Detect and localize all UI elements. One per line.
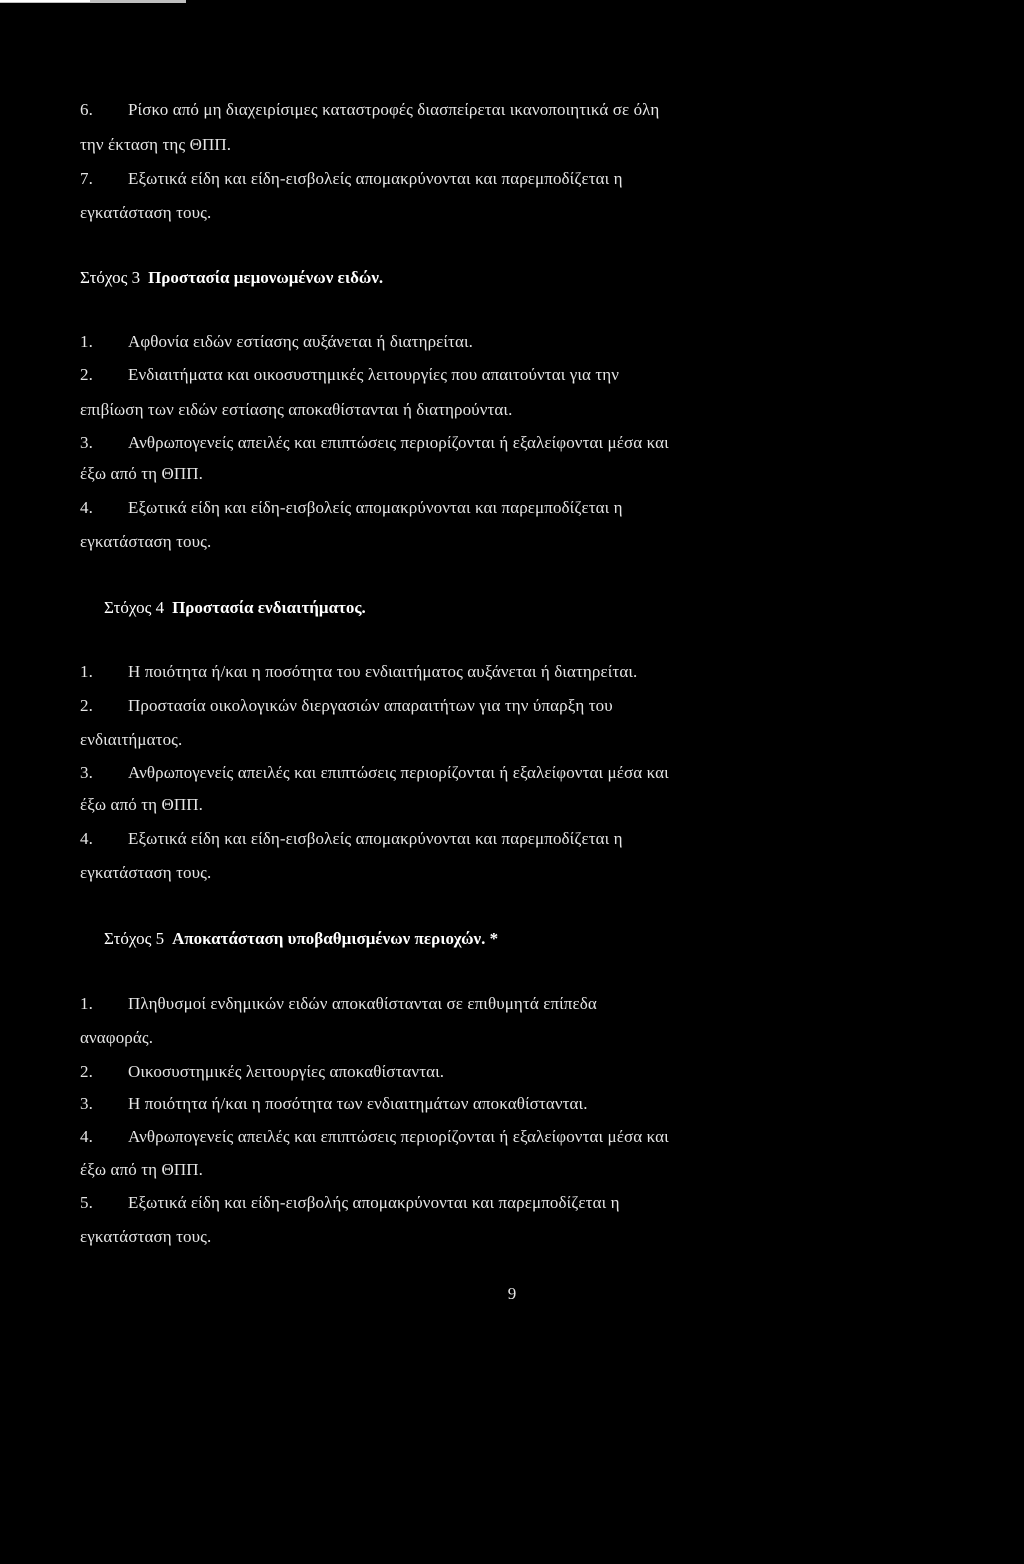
list-item: 3. Η ποιότητα ή/και η ποσότητα των ενδιαιτημάτων αποκαθίστανται. — [80, 1094, 588, 1113]
list-item: 3. Ανθρωπογενείς απειλές και επιπτώσεις περιορίζονται ή εξαλείφονται μέσα και — [80, 433, 669, 452]
list-item-continuation: έξω από τη ΘΠΠ. — [80, 1160, 203, 1179]
goal-3-heading: Στόχος 3 Προστασία μεμονωμένων ειδών. — [80, 268, 384, 287]
list-item: 6. Ρίσκο από μη διαχειρίσιμες καταστροφές διασπείρεται ικανοποιητικά σε όλη — [80, 100, 660, 119]
list-item-continuation: επιβίωση των ειδών εστίασης αποκαθίστανται ή διατηρούνται. — [80, 400, 513, 419]
list-item: 4. Ανθρωπογενείς απειλές και επιπτώσεις περιορίζονται ή εξαλείφονται μέσα και — [80, 1127, 669, 1146]
list-item-continuation: ενδιαιτήματος. — [80, 730, 183, 749]
list-item: 1. Πληθυσμοί ενδημικών ειδών αποκαθίστανται σε επιθυμητά επίπεδα — [80, 994, 597, 1013]
list-item: 1. Αφθονία ειδών εστίασης αυξάνεται ή διατηρείται. — [80, 332, 474, 351]
list-item: 7. Εξωτικά είδη και είδη-εισβολείς απομακρύνονται και παρεμποδίζεται η — [80, 169, 623, 188]
list-item-continuation: έξω από τη ΘΠΠ. — [80, 464, 203, 483]
goal-5-heading: Στόχος 5 Αποκατάσταση υποβαθμισμένων περιοχών. * — [104, 929, 499, 948]
list-item-continuation: εγκατάσταση τους. — [80, 1227, 212, 1246]
list-item-continuation: έξω από τη ΘΠΠ. — [80, 795, 203, 814]
list-item-continuation: την έκταση της ΘΠΠ. — [80, 135, 232, 154]
list-item-continuation: εγκατάσταση τους. — [80, 863, 212, 882]
list-item: 4. Εξωτικά είδη και είδη-εισβολείς απομακρύνονται και παρεμποδίζεται η — [80, 498, 623, 517]
list-item-continuation: αναφοράς. — [80, 1028, 154, 1047]
list-item: 1. Η ποιότητα ή/και η ποσότητα του ενδιαιτήματος αυξάνεται ή διατηρείται. — [80, 662, 638, 681]
list-item: 2. Προστασία οικολογικών διεργασιών απαραιτήτων για την ύπαρξη του — [80, 696, 613, 715]
list-item: 3. Ανθρωπογενείς απειλές και επιπτώσεις περιορίζονται ή εξαλείφονται μέσα και — [80, 763, 669, 782]
list-item: 2. Οικοσυστημικές λειτουργίες αποκαθίστανται. — [80, 1062, 445, 1081]
list-item: 5. Εξωτικά είδη και είδη-εισβολής απομακρύνονται και παρεμποδίζεται η — [80, 1193, 620, 1212]
goal-4-heading: Στόχος 4 Προστασία ενδιαιτήματος. — [104, 598, 366, 617]
list-item: 2. Ενδιαιτήματα και οικοσυστημικές λειτουργίες που απαιτούνται για την — [80, 365, 620, 384]
list-item: 4. Εξωτικά είδη και είδη-εισβολείς απομακρύνονται και παρεμποδίζεται η — [80, 829, 623, 848]
page-number: 9 — [507, 1284, 517, 1303]
list-item-continuation: εγκατάσταση τους. — [80, 203, 212, 222]
list-item-continuation: εγκατάσταση τους. — [80, 532, 212, 551]
